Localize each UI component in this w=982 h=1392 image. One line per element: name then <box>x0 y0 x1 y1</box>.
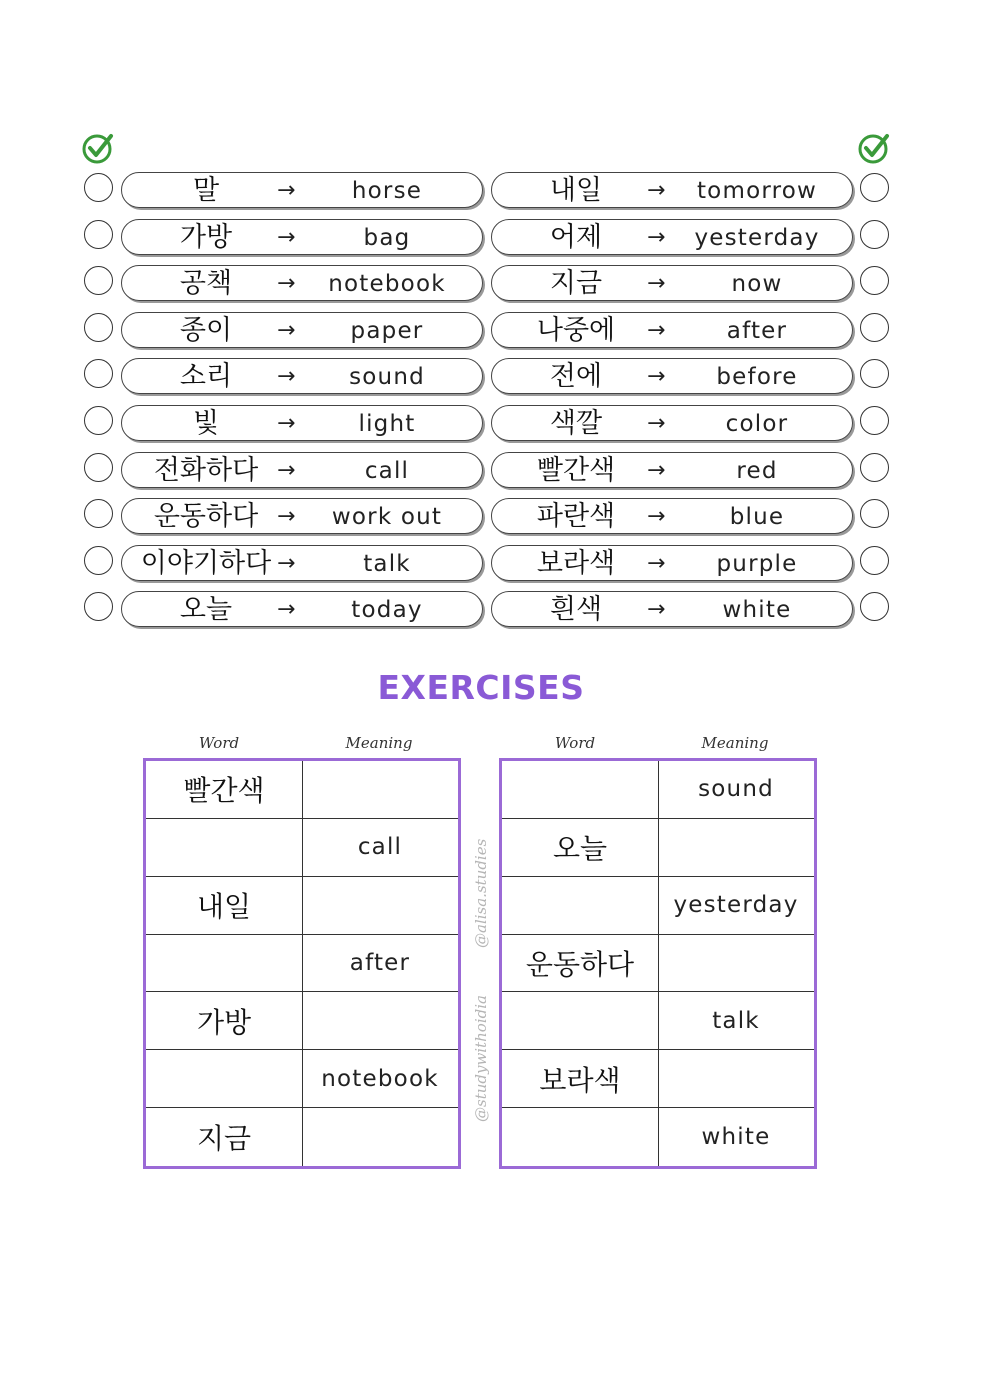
checkbox-circle[interactable] <box>84 220 113 249</box>
english-meaning: bag <box>363 224 411 251</box>
checkbox-circle[interactable] <box>84 359 113 388</box>
english-meaning: purple <box>716 550 798 577</box>
meaning-cell[interactable]: talk <box>712 1007 760 1034</box>
checkbox-circle[interactable] <box>84 499 113 528</box>
table-row <box>502 1108 814 1166</box>
checkbox-circle[interactable] <box>860 266 889 295</box>
meaning-cell[interactable]: after <box>349 949 411 976</box>
check-circle-icon <box>857 131 891 165</box>
exercise-table-left <box>143 758 461 1169</box>
word-cell[interactable] <box>502 1108 658 1166</box>
vocab-pill <box>121 405 483 441</box>
korean-word: 어제 <box>549 221 603 253</box>
table-row <box>502 877 814 935</box>
english-meaning: call <box>364 457 410 484</box>
watermark-studywithoidia: @studywithoidia <box>472 995 490 1122</box>
korean-word: 소리 <box>179 361 233 393</box>
vocab-row <box>489 451 909 498</box>
meaning-cell[interactable]: call <box>357 834 403 861</box>
vocab-pill <box>121 545 483 581</box>
arrow-right-icon: → <box>277 364 296 390</box>
checkbox-circle[interactable] <box>860 313 889 342</box>
vocab-pill <box>121 498 483 534</box>
table-row <box>146 1108 458 1166</box>
vocab-row <box>82 357 502 404</box>
english-meaning: today <box>351 597 423 624</box>
english-meaning: notebook <box>328 271 446 298</box>
checkbox-circle[interactable] <box>860 592 889 621</box>
meaning-cell[interactable] <box>302 877 458 934</box>
arrow-right-icon: → <box>647 271 666 297</box>
word-cell[interactable]: 빨간색 <box>183 774 265 808</box>
vocab-pill <box>491 545 853 581</box>
meaning-column-label: Meaning <box>701 734 769 752</box>
word-cell[interactable]: 보라색 <box>539 1063 621 1097</box>
english-meaning: red <box>736 457 778 484</box>
word-cell[interactable] <box>146 935 302 992</box>
arrow-right-icon: → <box>277 550 296 576</box>
table-row <box>502 819 814 877</box>
arrow-right-icon: → <box>277 457 296 483</box>
meaning-cell[interactable] <box>658 1050 814 1107</box>
arrow-right-icon: → <box>647 550 666 576</box>
vocab-pill <box>491 219 853 255</box>
vocab-pill <box>121 172 483 208</box>
vocab-row <box>82 544 502 591</box>
word-cell[interactable]: 내일 <box>196 890 252 924</box>
table-row <box>146 992 458 1050</box>
arrow-right-icon: → <box>647 224 666 250</box>
word-cell[interactable] <box>502 877 658 934</box>
arrow-right-icon: → <box>277 410 296 436</box>
vocab-pill <box>121 219 483 255</box>
table-row <box>146 1050 458 1108</box>
vocab-row <box>489 497 909 544</box>
english-meaning: sound <box>349 364 425 391</box>
word-cell[interactable] <box>146 819 302 876</box>
vocab-pill <box>121 265 483 301</box>
korean-word: 가방 <box>179 221 233 253</box>
word-cell[interactable] <box>502 992 658 1049</box>
arrow-right-icon: → <box>647 317 666 343</box>
english-meaning: color <box>725 410 789 437</box>
checkbox-circle[interactable] <box>860 220 889 249</box>
vocab-row <box>82 497 502 544</box>
checkbox-circle[interactable] <box>860 546 889 575</box>
korean-word: 흰색 <box>549 594 603 626</box>
vocab-row <box>489 218 909 265</box>
checkbox-circle[interactable] <box>860 499 889 528</box>
english-meaning: light <box>358 410 416 437</box>
vocab-pill <box>491 405 853 441</box>
vocab-pill <box>121 312 483 348</box>
vocab-pill <box>491 312 853 348</box>
korean-word: 전에 <box>549 361 603 393</box>
word-cell[interactable]: 오늘 <box>552 832 608 866</box>
vocab-row <box>489 264 909 311</box>
korean-word: 이야기하다 <box>140 547 272 579</box>
table-row <box>502 761 814 819</box>
korean-word: 말 <box>192 175 220 206</box>
vocab-row <box>489 311 909 358</box>
checkbox-circle[interactable] <box>84 406 113 435</box>
table-row <box>502 1050 814 1108</box>
exercises-title: EXERCISES <box>377 668 585 707</box>
vocab-row <box>82 218 502 265</box>
meaning-cell[interactable] <box>302 1108 458 1166</box>
vocab-pill <box>491 172 853 208</box>
english-meaning: blue <box>729 504 785 531</box>
arrow-right-icon: → <box>647 597 666 623</box>
english-meaning: tomorrow <box>696 178 818 204</box>
vocab-pill <box>121 358 483 394</box>
korean-word: 파란색 <box>536 501 616 533</box>
vocab-row <box>489 544 909 591</box>
vocab-pill <box>491 591 853 627</box>
arrow-right-icon: → <box>647 410 666 436</box>
meaning-cell[interactable] <box>658 935 814 992</box>
vocab-row <box>82 171 502 218</box>
table-row <box>502 935 814 993</box>
arrow-right-icon: → <box>647 178 666 203</box>
korean-word: 나중에 <box>536 314 616 346</box>
table-row <box>502 992 814 1050</box>
vocab-row <box>82 451 502 498</box>
vocab-pill <box>491 265 853 301</box>
korean-word: 종이 <box>179 314 233 346</box>
korean-word: 보라색 <box>536 547 616 579</box>
checkbox-circle[interactable] <box>84 173 113 202</box>
vocab-row <box>82 590 502 637</box>
vocab-row <box>489 171 909 218</box>
word-cell[interactable]: 운동하다 <box>525 947 635 981</box>
checkbox-circle[interactable] <box>860 453 889 482</box>
word-cell[interactable]: 지금 <box>196 1122 252 1156</box>
word-column-label: Word <box>198 734 240 752</box>
english-meaning: talk <box>363 550 411 577</box>
checkbox-circle[interactable] <box>84 313 113 342</box>
word-column-label: Word <box>554 734 596 752</box>
vocab-row <box>82 311 502 358</box>
korean-word: 운동하다 <box>153 501 259 533</box>
checkbox-circle[interactable] <box>84 266 113 295</box>
table-row <box>146 935 458 993</box>
vocab-row <box>489 404 909 451</box>
vocab-pill <box>121 452 483 488</box>
meaning-cell[interactable] <box>658 819 814 876</box>
arrow-right-icon: → <box>277 317 296 343</box>
vocab-pill <box>491 452 853 488</box>
arrow-right-icon: → <box>647 504 666 530</box>
checkbox-circle[interactable] <box>860 406 889 435</box>
vocab-row <box>489 590 909 637</box>
english-meaning: now <box>731 271 783 298</box>
vocab-row <box>82 404 502 451</box>
checkbox-circle[interactable] <box>84 453 113 482</box>
vocab-list-right <box>489 171 909 637</box>
vocab-pill <box>121 591 483 627</box>
check-circle-icon <box>81 131 115 165</box>
vocab-pill <box>491 358 853 394</box>
vocab-pill <box>491 498 853 534</box>
english-meaning: work out <box>331 504 443 531</box>
arrow-right-icon: → <box>647 457 666 483</box>
arrow-right-icon: → <box>277 504 296 530</box>
vocab-row <box>489 357 909 404</box>
exercise-table-right <box>499 758 817 1169</box>
meaning-cell[interactable]: yesterday <box>673 892 799 919</box>
word-cell[interactable]: 가방 <box>196 1005 252 1039</box>
checkbox-circle[interactable] <box>84 546 113 575</box>
checkbox-circle[interactable] <box>860 359 889 388</box>
word-cell[interactable] <box>146 1050 302 1107</box>
korean-word: 내일 <box>549 175 603 206</box>
korean-word: 빨간색 <box>536 454 616 486</box>
watermark-alisa-studies: @alisa.studies <box>472 838 490 948</box>
korean-word: 색깔 <box>549 407 603 439</box>
english-meaning: white <box>722 597 792 624</box>
meaning-column-label: Meaning <box>345 734 413 752</box>
vocab-list-left <box>82 171 502 637</box>
table-row <box>146 877 458 935</box>
english-meaning: paper <box>350 317 424 344</box>
english-meaning: before <box>716 364 798 391</box>
arrow-right-icon: → <box>277 224 296 250</box>
table-row <box>146 761 458 819</box>
checkbox-circle[interactable] <box>84 592 113 621</box>
english-meaning: horse <box>351 178 423 204</box>
english-meaning: after <box>726 317 788 344</box>
korean-word: 오늘 <box>179 594 233 626</box>
checkbox-circle[interactable] <box>860 173 889 202</box>
word-cell[interactable] <box>502 761 658 818</box>
meaning-cell[interactable]: sound <box>698 776 774 803</box>
meaning-cell[interactable] <box>302 761 458 818</box>
meaning-cell[interactable]: notebook <box>321 1065 439 1092</box>
korean-word: 공책 <box>179 268 233 300</box>
vocab-row <box>82 264 502 311</box>
korean-word: 전화하다 <box>153 454 259 486</box>
arrow-right-icon: → <box>277 178 296 203</box>
arrow-right-icon: → <box>277 597 296 623</box>
table-row <box>146 819 458 877</box>
arrow-right-icon: → <box>277 271 296 297</box>
korean-word: 지금 <box>549 268 603 300</box>
arrow-right-icon: → <box>647 364 666 390</box>
meaning-cell[interactable] <box>302 992 458 1049</box>
meaning-cell[interactable]: white <box>701 1124 771 1151</box>
korean-word: 빛 <box>192 407 220 439</box>
english-meaning: yesterday <box>694 224 820 251</box>
